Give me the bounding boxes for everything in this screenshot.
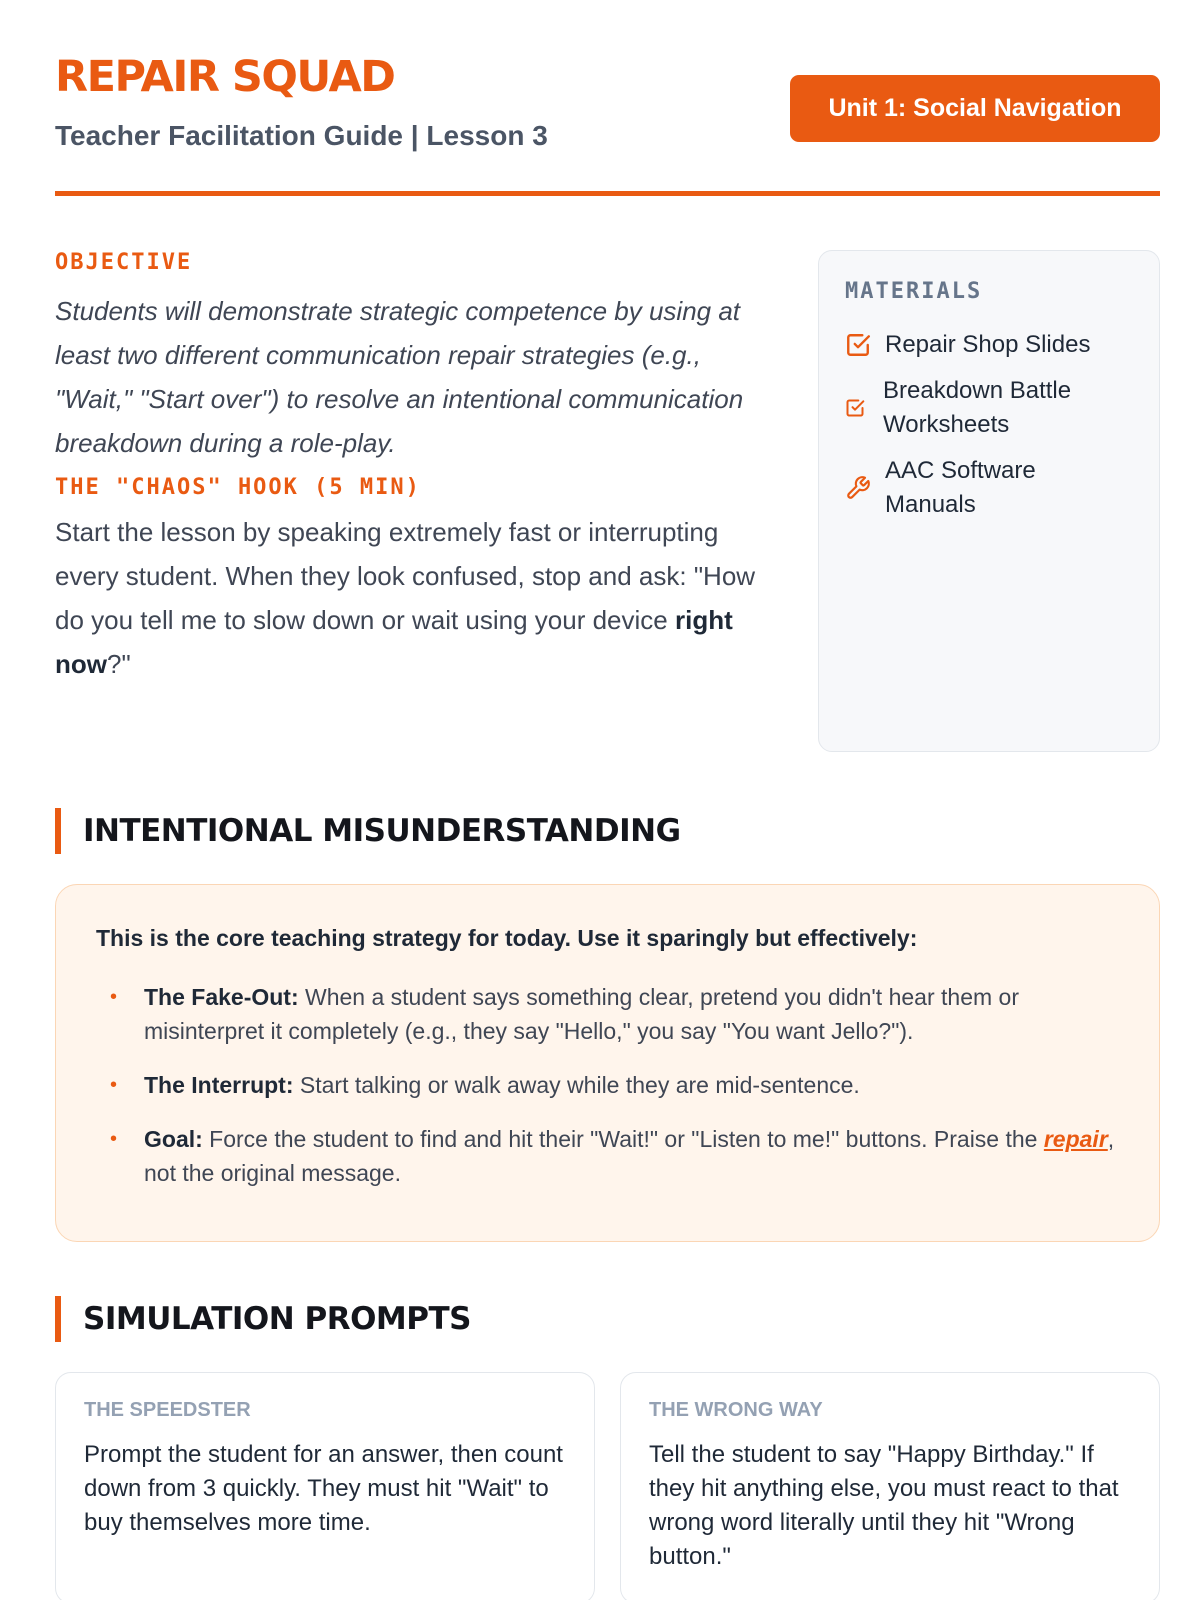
strategy-text: When a student says something clear, pretend you didn't hear them or misinterpret it completely (e.g., they say "Hello," you say "You want Jello?"). <box>144 984 1019 1044</box>
material-item <box>845 374 1133 442</box>
strategy-text-end: , not the original message. <box>144 1126 1115 1186</box>
material-label: AAC Software Manuals <box>885 457 1036 518</box>
strategy-item <box>96 1122 1119 1190</box>
strategy-list <box>96 980 1119 1190</box>
hook-label: THE "CHAOS" HOOK (5 MIN) <box>55 475 421 500</box>
strategy-callout <box>55 884 1160 1242</box>
objective-text: Students will demonstrate strategic competence by using at least two different communication repair strategies (e.g., "Wait," "Start over") to resolve an intentional communication breakdown during a role-play. <box>55 296 744 458</box>
unit-button[interactable]: Unit 1: Social Navigation <box>790 75 1160 142</box>
card-text: Tell the student to say "Happy Birthday." If they hit anything else, you must react to that wrong word literally until they hit "Wrong button." <box>649 1441 1119 1570</box>
material-item <box>845 454 1133 522</box>
materials-panel <box>818 250 1160 752</box>
brand-title: REPAIR SQUAD <box>55 52 395 102</box>
page-subtitle: Teacher Facilitation Guide | Lesson 3 <box>55 120 548 151</box>
hook-text <box>55 510 775 686</box>
hook-text-emphasis: right now <box>55 605 733 679</box>
hook-text-end: ?" <box>107 649 131 679</box>
simulation-card-speedster <box>55 1372 595 1600</box>
strategy-term: The Interrupt: <box>144 1072 294 1098</box>
checkbox-icon <box>845 398 865 418</box>
strategy-item <box>96 980 1119 1048</box>
lesson-intro <box>55 250 775 686</box>
material-item <box>845 328 1133 362</box>
strategy-term: Goal: <box>144 1126 203 1152</box>
materials-list <box>845 328 1133 522</box>
strategy-intro: This is the core teaching strategy for today. Use it sparingly but effectively: <box>96 925 918 951</box>
simulation-heading: SIMULATION PROMPTS <box>55 1296 1160 1342</box>
page-header <box>55 52 1160 196</box>
strategy-text: Start talking or walk away while they are mid-sentence. <box>293 1072 860 1098</box>
card-title: THE SPEEDSTER <box>84 1399 251 1421</box>
material-label: Breakdown Battle Worksheets <box>883 377 1072 438</box>
simulation-card-wrong-way <box>620 1372 1160 1600</box>
hook-text-main: Start the lesson by speaking extremely fast or interrupting every student. When they look confused, stop and ask: "How do you tell me to slow down or wait using your device <box>55 517 756 635</box>
wrench-icon <box>845 475 871 501</box>
card-title: THE WRONG WAY <box>649 1399 823 1421</box>
materials-title: MATERIALS <box>845 279 983 304</box>
strategy-item <box>96 1068 1119 1102</box>
repair-link[interactable]: repair <box>1043 1126 1108 1152</box>
objective-label: OBJECTIVE <box>55 250 193 275</box>
strategy-term: The Fake-Out: <box>144 984 299 1010</box>
checkbox-icon <box>845 332 871 358</box>
material-label: Repair Shop Slides <box>885 331 1091 358</box>
strategy-text: Force the student to find and hit their "Wait!" or "Listen to me!" buttons. Praise the <box>202 1126 1044 1152</box>
card-text: Prompt the student for an answer, then count down from 3 quickly. They must hit "Wait" to buy themselves more time. <box>84 1441 563 1536</box>
misunderstanding-heading: INTENTIONAL MISUNDERSTANDING <box>55 808 1160 854</box>
